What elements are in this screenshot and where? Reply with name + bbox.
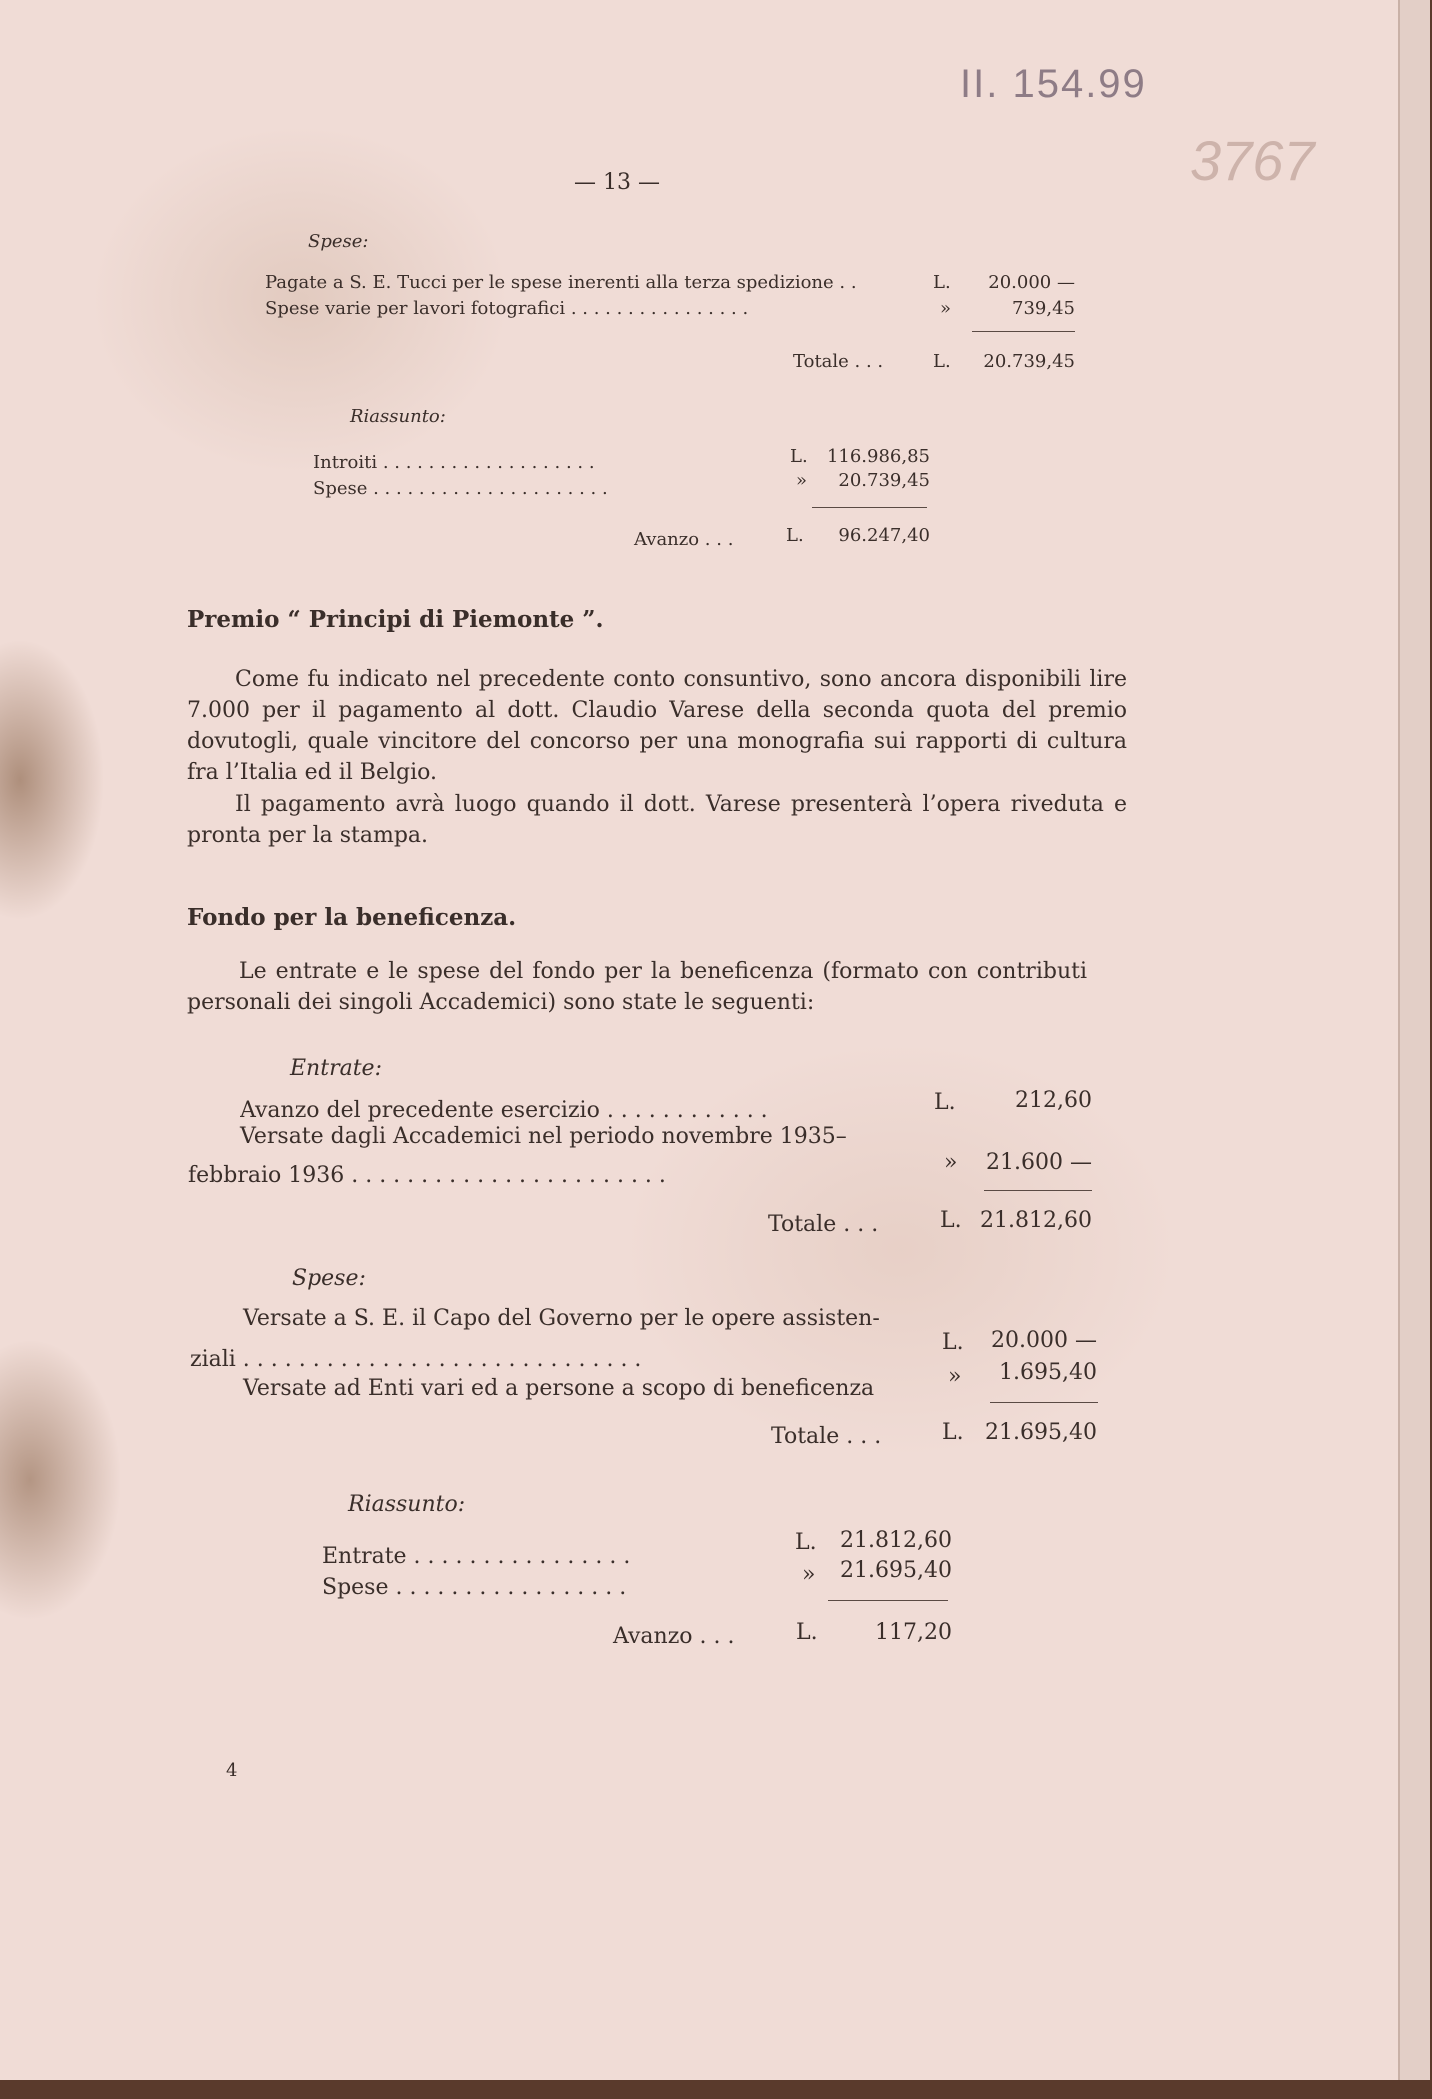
spese-row-amount: 739,45 bbox=[1012, 298, 1075, 319]
spese-row-text: ziali . . . . . . . . . . . . . . . . . . . . . . . . . . . . . bbox=[190, 1347, 642, 1372]
totale-label: Totale . . . bbox=[771, 1424, 882, 1449]
riassunto-row-text: Entrate . . . . . . . . . . . . . . . . bbox=[322, 1544, 631, 1569]
avanzo-amount: 96.247,40 bbox=[838, 525, 930, 546]
totale-amount: 21.695,40 bbox=[985, 1420, 1097, 1445]
sum-rule bbox=[828, 1600, 948, 1601]
entrate-label: Entrate: bbox=[290, 1056, 382, 1081]
totale-label: Totale . . . bbox=[768, 1212, 879, 1237]
entrate-row-text: febbraio 1936 . . . . . . . . . . . . . . . . . . . . . . . bbox=[188, 1163, 666, 1188]
spese-row-currency: L. bbox=[933, 272, 951, 293]
riassunto-row-currency: » bbox=[802, 1562, 816, 1587]
sum-rule bbox=[984, 1190, 1092, 1191]
riassunto-row-amount: 21.695,40 bbox=[840, 1558, 952, 1583]
page-number: — 13 — bbox=[574, 170, 660, 195]
totale-amount: 21.812,60 bbox=[980, 1208, 1092, 1233]
signature-mark: 4 bbox=[226, 1760, 238, 1781]
riassunto-label: Riassunto: bbox=[348, 1492, 466, 1517]
spese-label: Spese: bbox=[308, 231, 369, 252]
avanzo-label: Avanzo . . . bbox=[613, 1624, 735, 1649]
totale-currency: L. bbox=[933, 351, 951, 372]
riassunto-row-text: Introiti . . . . . . . . . . . . . . . . . . . bbox=[313, 452, 595, 473]
avanzo-currency: L. bbox=[786, 525, 804, 546]
premio-paragraph: Il pagamento avrà luogo quando il dott. Varese presenterà l’opera riveduta e pronta per la stampa. bbox=[187, 792, 1127, 848]
spese-label: Spese: bbox=[292, 1266, 366, 1291]
spese-row-text: Versate ad Enti vari ed a persone a scopo di beneficenza bbox=[243, 1376, 875, 1401]
spese-row-currency: L. bbox=[942, 1330, 964, 1355]
entrate-row-currency: » bbox=[944, 1150, 958, 1175]
totale-label: Totale . . . bbox=[793, 351, 884, 372]
premio-heading: Premio “ Principi di Piemonte ”. bbox=[187, 606, 604, 633]
entrate-row-currency: L. bbox=[934, 1090, 956, 1115]
riassunto-row-amount: 116.986,85 bbox=[826, 446, 930, 467]
totale-amount: 20.739,45 bbox=[983, 351, 1075, 372]
spese-row-text: Pagate a S. E. Tucci per le spese inerenti alla terza spedizione . . bbox=[265, 272, 857, 293]
totale-currency: L. bbox=[942, 1420, 964, 1445]
entrate-row-text: Versate dagli Accademici nel periodo novembre 1935– bbox=[240, 1124, 847, 1149]
avanzo-amount: 117,20 bbox=[875, 1620, 952, 1645]
riassunto-row-currency: L. bbox=[795, 1530, 817, 1555]
sum-rule bbox=[990, 1402, 1098, 1403]
spese-row-currency: » bbox=[948, 1364, 962, 1389]
spese-row-text: Versate a S. E. il Capo del Governo per le opere assisten- bbox=[243, 1306, 880, 1331]
sum-rule bbox=[812, 507, 927, 508]
riassunto-row-amount: 20.739,45 bbox=[838, 470, 930, 491]
riassunto-row-currency: » bbox=[796, 470, 808, 491]
spese-row-amount: 1.695,40 bbox=[999, 1360, 1097, 1385]
entrate-row-amount: 212,60 bbox=[1015, 1088, 1092, 1113]
avanzo-label: Avanzo . . . bbox=[634, 529, 734, 550]
riassunto-label: Riassunto: bbox=[350, 406, 446, 427]
avanzo-currency: L. bbox=[796, 1620, 818, 1645]
riassunto-row-currency: L. bbox=[790, 446, 808, 467]
page-edge bbox=[1398, 0, 1430, 2080]
premio-paragraph: Come fu indicato nel precedente conto consuntivo, sono ancora disponibili lire 7.000 per il pagamento al dott. Claudio Varese della seconda quota del premio dovutogli, quale vincitore del concorso per una monografia sui rapporti di cultura fra l’Italia ed il Belgio. bbox=[187, 667, 1127, 785]
spese-row-text: Spese varie per lavori fotografici . . . . . . . . . . . . . . . . bbox=[265, 298, 749, 319]
riassunto-row-amount: 21.812,60 bbox=[840, 1528, 952, 1553]
fondo-intro: Le entrate e le spese del fondo per la beneficenza (formato con contributi personali dei singoli Accademici) sono state le seguenti: bbox=[187, 959, 1087, 1015]
spese-row-amount: 20.000 — bbox=[991, 1328, 1097, 1353]
riassunto-row-text: Spese . . . . . . . . . . . . . . . . . . . . . bbox=[313, 478, 608, 499]
sum-rule bbox=[972, 331, 1075, 332]
entrate-row-amount: 21.600 — bbox=[986, 1150, 1092, 1175]
entrate-row-text: Avanzo del precedente esercizio . . . . . . . . . . . . bbox=[240, 1098, 768, 1123]
number-annotation: 3767 bbox=[1190, 129, 1315, 192]
catalog-annotation: II. 154.99 bbox=[960, 62, 1147, 106]
riassunto-row-text: Spese . . . . . . . . . . . . . . . . . bbox=[322, 1575, 627, 1600]
fondo-heading: Fondo per la beneficenza. bbox=[187, 904, 517, 931]
totale-currency: L. bbox=[940, 1208, 962, 1233]
spese-row-amount: 20.000 — bbox=[988, 272, 1075, 293]
spese-row-currency: » bbox=[940, 298, 952, 319]
